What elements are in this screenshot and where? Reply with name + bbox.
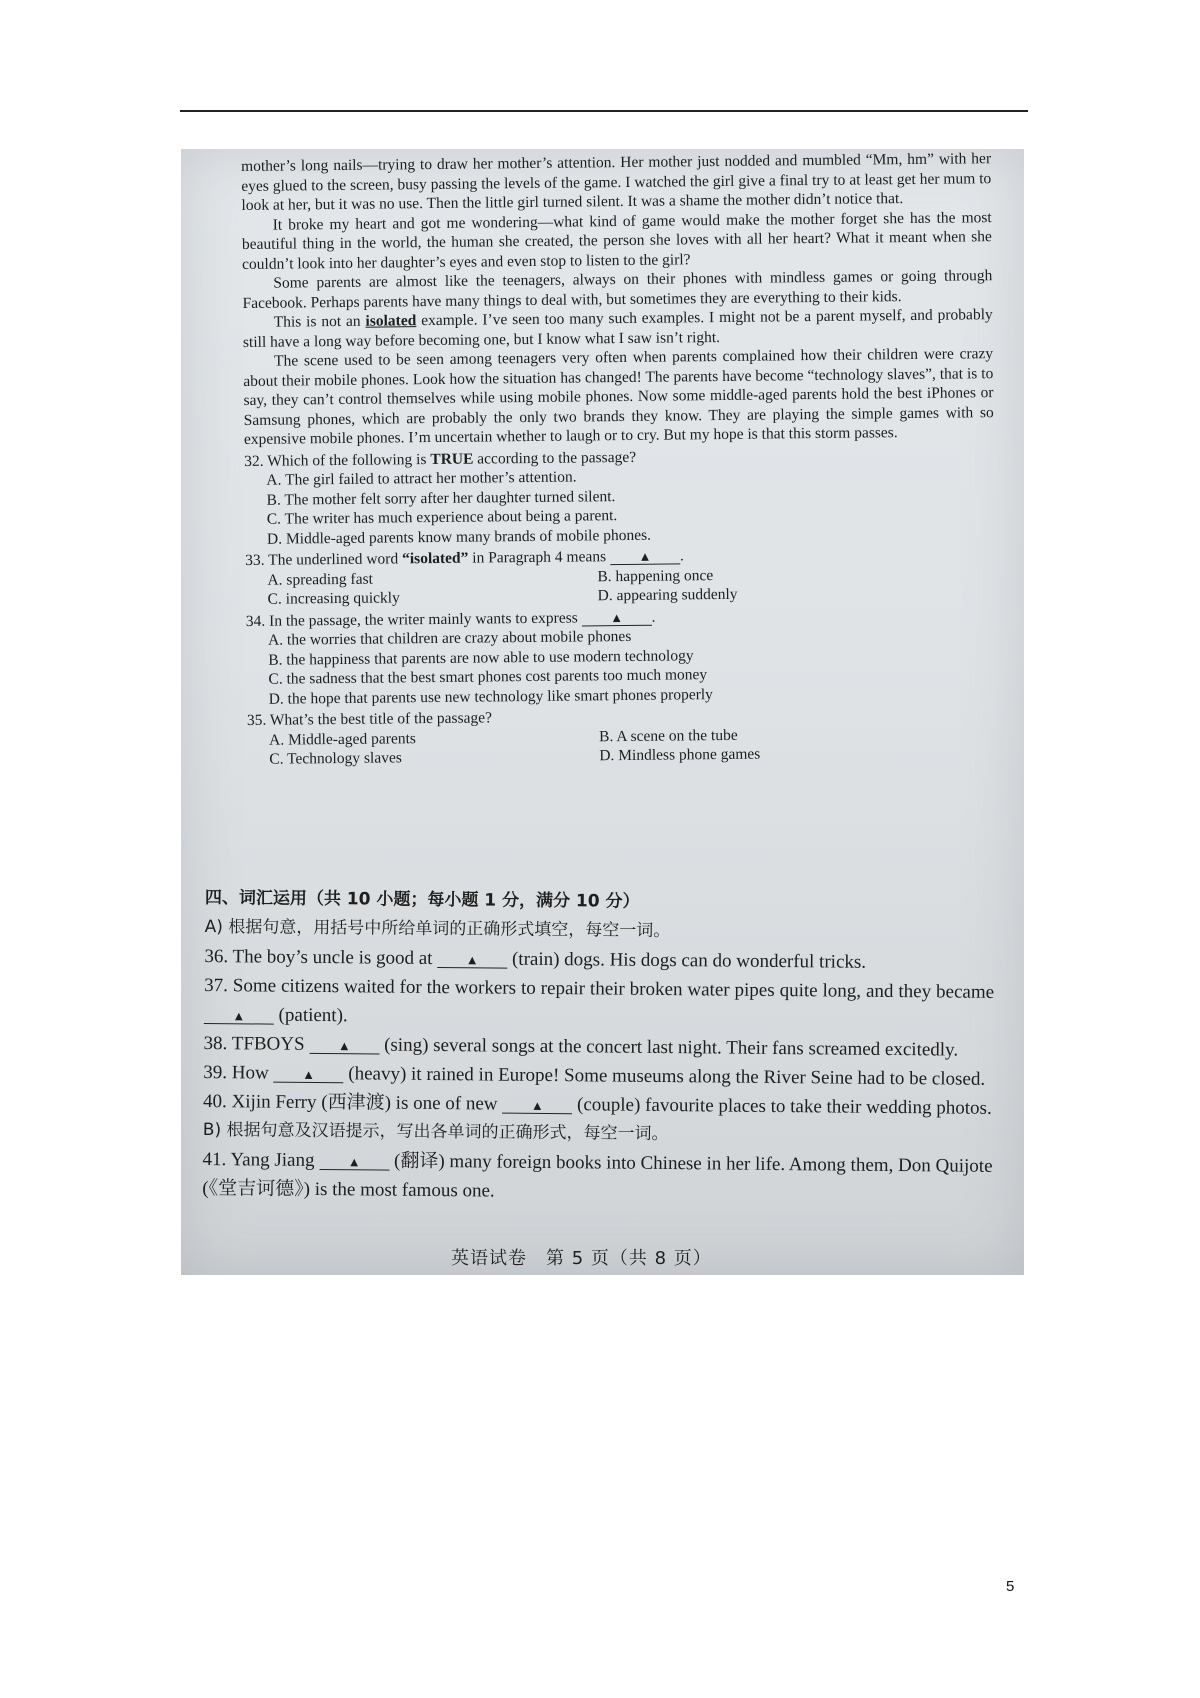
item-36-post: (train) dogs. His dogs can do wonderful tricks. xyxy=(511,948,867,973)
header-rule xyxy=(180,110,1028,112)
underlined-word: isolated xyxy=(365,312,417,330)
q33-stem-bold: “isolated” xyxy=(401,549,469,568)
q35-option-d: D. Mindless phone games xyxy=(599,745,761,765)
q34-option-c: C. the sadness that the best smart phones cost parents too much money xyxy=(268,666,708,688)
vocabulary-section xyxy=(202,884,995,1210)
q32-stem-bold: TRUE xyxy=(430,450,474,468)
q33-option-a: A. spreading fast xyxy=(267,570,373,589)
item-40-pre: 40. Xijin Ferry (西津渡) is one of new xyxy=(203,1090,498,1115)
item-37-blank: ▲ xyxy=(204,1009,274,1025)
q34-option-d: D. the hope that parents use new technology like smart phones properly xyxy=(268,685,713,708)
item-38-blank: ▲ xyxy=(309,1039,379,1055)
page-number: 5 xyxy=(1006,1578,1015,1595)
question-32 xyxy=(244,444,995,549)
q34-stem-end: . xyxy=(651,608,656,626)
q34-option-b: B. the happiness that parents are now able to use modern technology xyxy=(268,646,694,669)
q34-answer-blank: ▲ xyxy=(582,610,652,626)
q34-stem-text: 34. In the passage, the writer mainly wants to express xyxy=(245,608,578,630)
exam-page-photo xyxy=(181,149,1024,1275)
reading-passage xyxy=(241,149,997,769)
item-38-post: (sing) several songs at the concert last night. Their fans screamed excitedly. xyxy=(384,1034,959,1061)
q32-stem-pre: 32. Which of the following is xyxy=(244,450,427,470)
q34-option-a: A. the worries that children are crazy about mobile phones xyxy=(267,627,632,649)
passage-paragraph-1: mother’s long nails—trying to draw her mother’s attention. Her mother just nodded and mumbled “Mm, hm” with her eyes glued to the screen, busy passing the levels of the game. I watched the girl give a final try to at least get her mum to look at her, but it was no use. Then the little girl turned silent. It was a shame the mother didn’t notice that. xyxy=(241,150,992,214)
item-39-pre: 39. How xyxy=(203,1061,269,1084)
item-40-post: (couple) favourite places to take their wedding photos. xyxy=(576,1094,992,1119)
section-4-header: 四、词汇运用（共 10 小题；每小题 1 分，满分 10 分） xyxy=(204,887,640,912)
part-b-instruction: B) 根据句意及汉语提示，写出各单词的正确形式，每空一词。 xyxy=(202,1119,669,1145)
q32-option-a: A. The girl failed to attract her mother’s attention. xyxy=(266,468,577,489)
passage-paragraph-2: It broke my heart and got me wondering—what kind of game would make the mother forget she has the most beautiful thing in the world, the human she created, the person she loves with all her heart? What it meant when she couldn’t look into her daughter’s eyes and even stop to listen to the girl? xyxy=(241,208,992,273)
question-34 xyxy=(246,604,997,709)
q35-option-b: B. A scene on the tube xyxy=(598,726,738,745)
item-37-pre: 37. Some citizens waited for the workers to repair their broken water pipes quite long, and they became xyxy=(204,974,995,1003)
q35-option-c: C. Technology slaves xyxy=(269,749,402,768)
q32-option-d: D. Middle-aged parents know many brands of mobile phones. xyxy=(266,526,652,548)
passage-p4-post: example. I’ve seen too many such examples. I might not be a parent myself, and probably still have a long way before becoming one, but I know what I saw isn’t right. xyxy=(242,306,993,351)
item-41-post: (翻译) many foreign books into Chinese in her life. Among them, Don Quijote (《堂吉诃德》) is the most famous one. xyxy=(202,1150,993,1202)
q33-stem-end: . xyxy=(679,547,684,565)
item-37 xyxy=(204,971,994,1036)
item-41-blank: ▲ xyxy=(319,1155,389,1171)
q33-option-d: D. appearing suddenly xyxy=(597,585,738,605)
question-35 xyxy=(247,703,998,769)
question-35-stem: 35. What’s the best title of the passage? xyxy=(246,709,493,729)
passage-p4-pre: This is not an xyxy=(273,312,361,331)
q32-option-c: C. The writer has much experience about being a parent. xyxy=(266,507,618,528)
q32-option-b: B. The mother felt sorry after her daughter turned silent. xyxy=(266,487,616,509)
item-41-pre: 41. Yang Jiang xyxy=(202,1148,315,1171)
q35-option-a: A. Middle-aged parents xyxy=(269,729,416,749)
passage-paragraph-3: Some parents are almost like the teenagers, always on their phones with mindless games or going through Facebook. Perhaps parents have many things to deal with, but sometimes they are everything to their kids. xyxy=(242,267,993,312)
passage-paragraph-5: The scene used to be seen among teenagers very often when parents complained how their children were crazy about their mobile phones. Look how the situation has changed! The parents have become “technology slaves”, that is to say, they can’t control themselves while using mobile phones. Now some middle-aged parents hold the best iPhones or Samsung phones, which are probably the only two brands they know. They are playing the simple games with so expensive mobile phones. I’m uncertain whether to laugh or to cry. But my hope is that this storm passes. xyxy=(243,345,994,448)
q33-stem-pre: 33. The underlined word xyxy=(245,550,399,569)
q33-option-b: B. happening once xyxy=(597,566,714,585)
q33-stem-post: in Paragraph 4 means xyxy=(472,548,607,567)
item-38-pre: 38. TFBOYS xyxy=(203,1032,305,1055)
q32-stem-post: according to the passage? xyxy=(477,448,637,468)
item-36-pre: 36. The boy’s uncle is good at xyxy=(204,945,433,969)
part-a-instruction: A) 根据句意，用括号中所给单词的正确形式填空，每空一词。 xyxy=(204,916,671,942)
q33-option-c: C. increasing quickly xyxy=(267,589,400,608)
question-33 xyxy=(245,543,996,609)
item-37-post: (patient). xyxy=(278,1004,348,1027)
item-39-post: (heavy) it rained in Europe! Some museums along the River Seine had to be closed. xyxy=(348,1063,986,1090)
exam-page-footer: 英语试卷 第 5 页（共 8 页） xyxy=(451,1248,712,1269)
item-40-blank: ▲ xyxy=(502,1099,572,1115)
q33-answer-blank: ▲ xyxy=(610,549,680,565)
item-39-blank: ▲ xyxy=(273,1068,343,1084)
item-41 xyxy=(202,1145,992,1210)
item-36-blank: ▲ xyxy=(437,953,507,969)
